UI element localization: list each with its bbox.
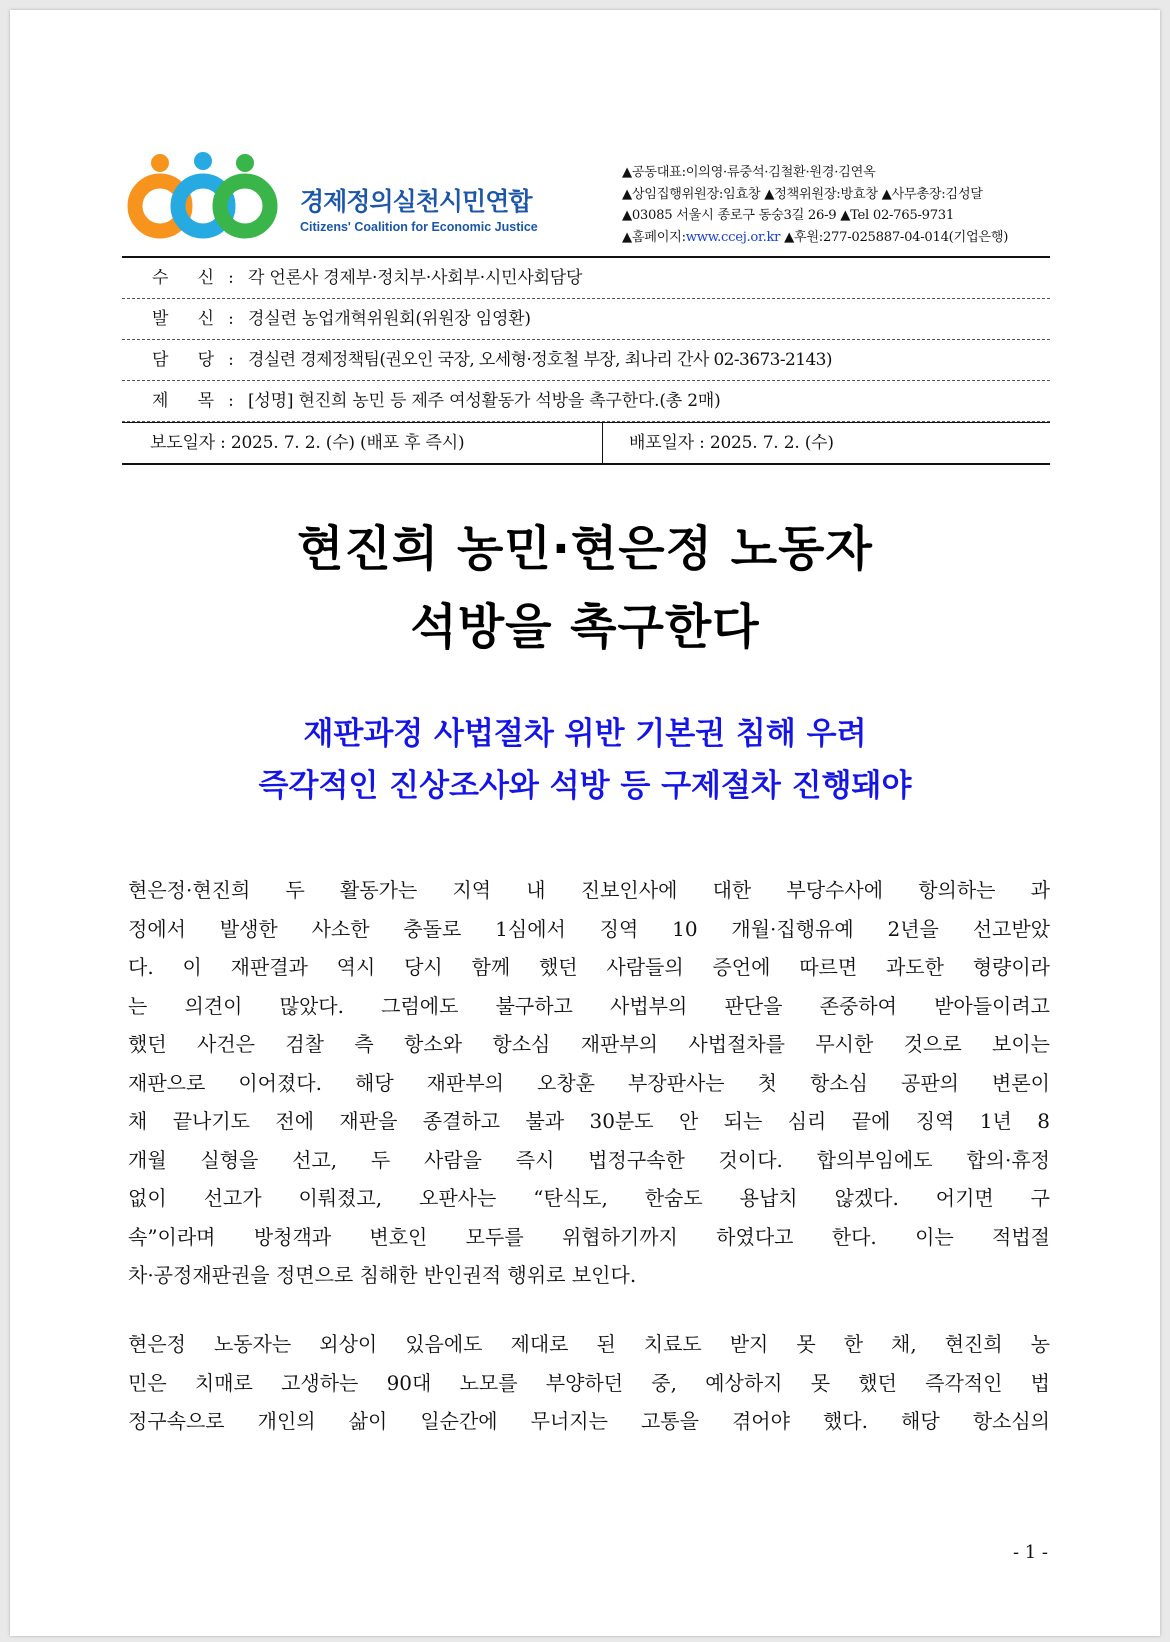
- row-label: 수 신: [152, 268, 214, 288]
- homepage-label: ▲홈페이지:: [622, 229, 686, 245]
- text-line: 없이 선고가 이뤄졌고, 오판사는 “탄식도, 한숨도 용납치 않겠다. 어기면 구: [128, 1186, 1050, 1210]
- page-number: - 1 -: [1012, 1542, 1048, 1563]
- text-line: 민은 치매로 고생하는 90대 노모를 부양하던 중, 예상하지 못 했던 즉각적인 법: [128, 1370, 1050, 1395]
- text-line: 개월 실형을 선고, 두 사람을 즉시 법정구속한 것이다. 합의부임에도 합의·휴정: [128, 1147, 1050, 1172]
- header-row-contact: [122, 340, 1050, 381]
- text-line: 했던 사건은 검찰 측 항소와 항소심 재판부의 사법절차를 무시한 것으로 보이는: [128, 1032, 1050, 1056]
- row-value: [성명] 현진희 농민 등 제주 여성활동가 석방을 촉구한다.(총 2매): [248, 391, 721, 411]
- body-paragraph-2: [128, 1325, 1050, 1441]
- header-row-dates: [122, 422, 1050, 463]
- main-title-line: 석방을 촉구한다: [410, 599, 760, 655]
- row-colon: :: [228, 350, 234, 370]
- header-row-recipient: [122, 258, 1050, 299]
- donation-info: ▲후원:277-025887-04-014(기업은행): [780, 229, 1009, 245]
- text-line: 차·공정재판권을 정면으로 침해한 반인권적 행위로 보인다.: [128, 1263, 637, 1287]
- row-value: 경실련 농업개혁위원회(위원장 임영환): [248, 309, 531, 329]
- row-label: 제 목: [152, 391, 214, 411]
- subtitle-line: 즉각적인 진상조사와 석방 등 구제절차 진행돼야: [258, 768, 912, 804]
- document-page: [10, 10, 1160, 1636]
- row-label: 담 당: [152, 350, 214, 370]
- body-paragraph-1: [128, 871, 1050, 1295]
- text-line: 속”이라며 방청객과 변호인 모두를 위협하기까지 하였다고 한다. 이는 적법절: [128, 1224, 1050, 1249]
- website-link[interactable]: www.ccej.or.kr: [685, 229, 781, 245]
- text-line: 현은정·현진희 두 활동가는 지역 내 진보인사에 대한 부당수사에 항의하는 과: [128, 878, 1050, 902]
- press-release-header: [122, 256, 1050, 465]
- org-name-english: Citizens' Coalition for Economic Justice: [300, 220, 538, 234]
- subtitle-line: 재판과정 사법절차 위반 기본권 침해 우려: [303, 716, 867, 752]
- distribution-date: 배포일자 : 2025. 7. 2. (수): [629, 433, 834, 453]
- org-name-korean: 경제정의실천시민연합: [300, 187, 532, 216]
- ccej-logo-icon: [126, 150, 326, 250]
- text-line: 재판으로 이어졌다. 해당 재판부의 오창훈 부장판사는 첫 항소심 공판의 변론이: [128, 1070, 1050, 1095]
- contact-line: ▲상임집행위원장:임효창 ▲정책위원장:방효창 ▲사무총장:김성달: [622, 186, 983, 202]
- row-value: 경실련 경제정책팀(권오인 국장, 오세형·정호철 부장, 최나리 간사 02-3673-2143): [248, 350, 832, 370]
- text-line: 정구속으로 개인의 삶이 일순간에 무너지는 고통을 겪어야 했다. 해당 항소심의: [128, 1409, 1050, 1433]
- report-date: 보도일자 : 2025. 7. 2. (수) (배포 후 즉시): [122, 423, 603, 463]
- text-line: 채 끝나기도 전에 재판을 종결하고 불과 30분도 안 되는 심리 끝에 징역 1년 8: [128, 1109, 1050, 1133]
- contact-info: [622, 162, 1052, 248]
- row-colon: :: [228, 268, 234, 288]
- row-label: 발 신: [152, 309, 214, 329]
- contact-line: ▲03085 서울시 종로구 동숭3길 26-9 ▲Tel 02-765-9731: [622, 208, 954, 223]
- row-colon: :: [228, 309, 234, 329]
- contact-line: ▲공동대표:이의영·류중석·김철환·원경·김연옥: [622, 165, 876, 180]
- row-value: 각 언론사 경제부·정치부·사회부·시민사회담당: [248, 268, 583, 288]
- text-line: 정에서 발생한 사소한 충돌로 1심에서 징역 10 개월·집행유예 2년을 선고받았: [128, 916, 1050, 941]
- contact-line: [622, 227, 1052, 249]
- row-colon: :: [228, 391, 234, 411]
- text-line: 현은정 노동자는 외상이 있음에도 제대로 된 치료도 받지 못 한 채, 현진희 농: [128, 1332, 1050, 1356]
- text-line: 는 의견이 많았다. 그럼에도 불구하고 사법부의 판단을 존중하여 받아들이려고: [128, 993, 1050, 1018]
- text-line: 다. 이 재판결과 역시 당시 함께 했던 사람들의 증언에 따르면 과도한 형량이라: [128, 955, 1050, 979]
- main-title-line: 현진희 농민·현은정 노동자: [297, 521, 873, 577]
- header-row-subject: [122, 381, 1050, 422]
- header-row-sender: [122, 299, 1050, 340]
